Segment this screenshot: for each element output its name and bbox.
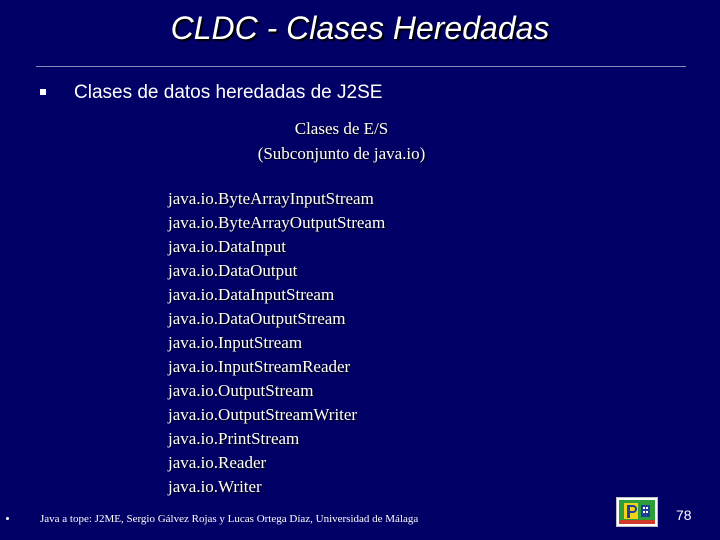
page-number: 78 bbox=[676, 507, 692, 523]
subheading-line: (Subconjunto de java.io) bbox=[257, 144, 426, 163]
class-list-item: java.io.Reader bbox=[168, 453, 267, 472]
class-list-item: java.io.DataInput bbox=[168, 237, 287, 256]
class-list-item: java.io.OutputStreamWriter bbox=[168, 405, 358, 424]
slide-title: CLDC - Clases Heredadas bbox=[170, 10, 550, 46]
class-list-item: java.io.InputStream bbox=[168, 333, 303, 352]
class-list-item: java.io.Writer bbox=[168, 477, 262, 496]
class-list-item: java.io.ByteArrayInputStream bbox=[168, 189, 374, 208]
class-list-item: java.io.InputStreamReader bbox=[168, 357, 351, 376]
class-list-item: java.io.PrintStream bbox=[168, 429, 300, 448]
bullet-square-icon bbox=[40, 89, 46, 95]
subheading bbox=[0, 116, 683, 166]
footer-bullet-icon bbox=[6, 517, 9, 520]
class-list-item: java.io.DataOutputStream bbox=[168, 309, 346, 328]
subheading-line: Clases de E/S bbox=[294, 119, 389, 138]
class-list-item: java.io.OutputStream bbox=[168, 381, 314, 400]
title-divider bbox=[36, 66, 686, 67]
footer-credits: Java a tope: J2ME, Sergio Gálvez Rojas y Lucas Ortega Díaz, Universidad de Málaga bbox=[40, 513, 419, 525]
class-list-item: java.io.DataOutput bbox=[168, 261, 298, 280]
class-list-item: java.io.DataInputStream bbox=[168, 285, 335, 304]
class-list-item: java.io.ByteArrayOutputStream bbox=[168, 213, 386, 232]
class-list bbox=[168, 187, 385, 499]
bullet-text: Clases de datos heredadas de J2SE bbox=[74, 82, 383, 103]
university-logo-icon bbox=[616, 497, 658, 527]
